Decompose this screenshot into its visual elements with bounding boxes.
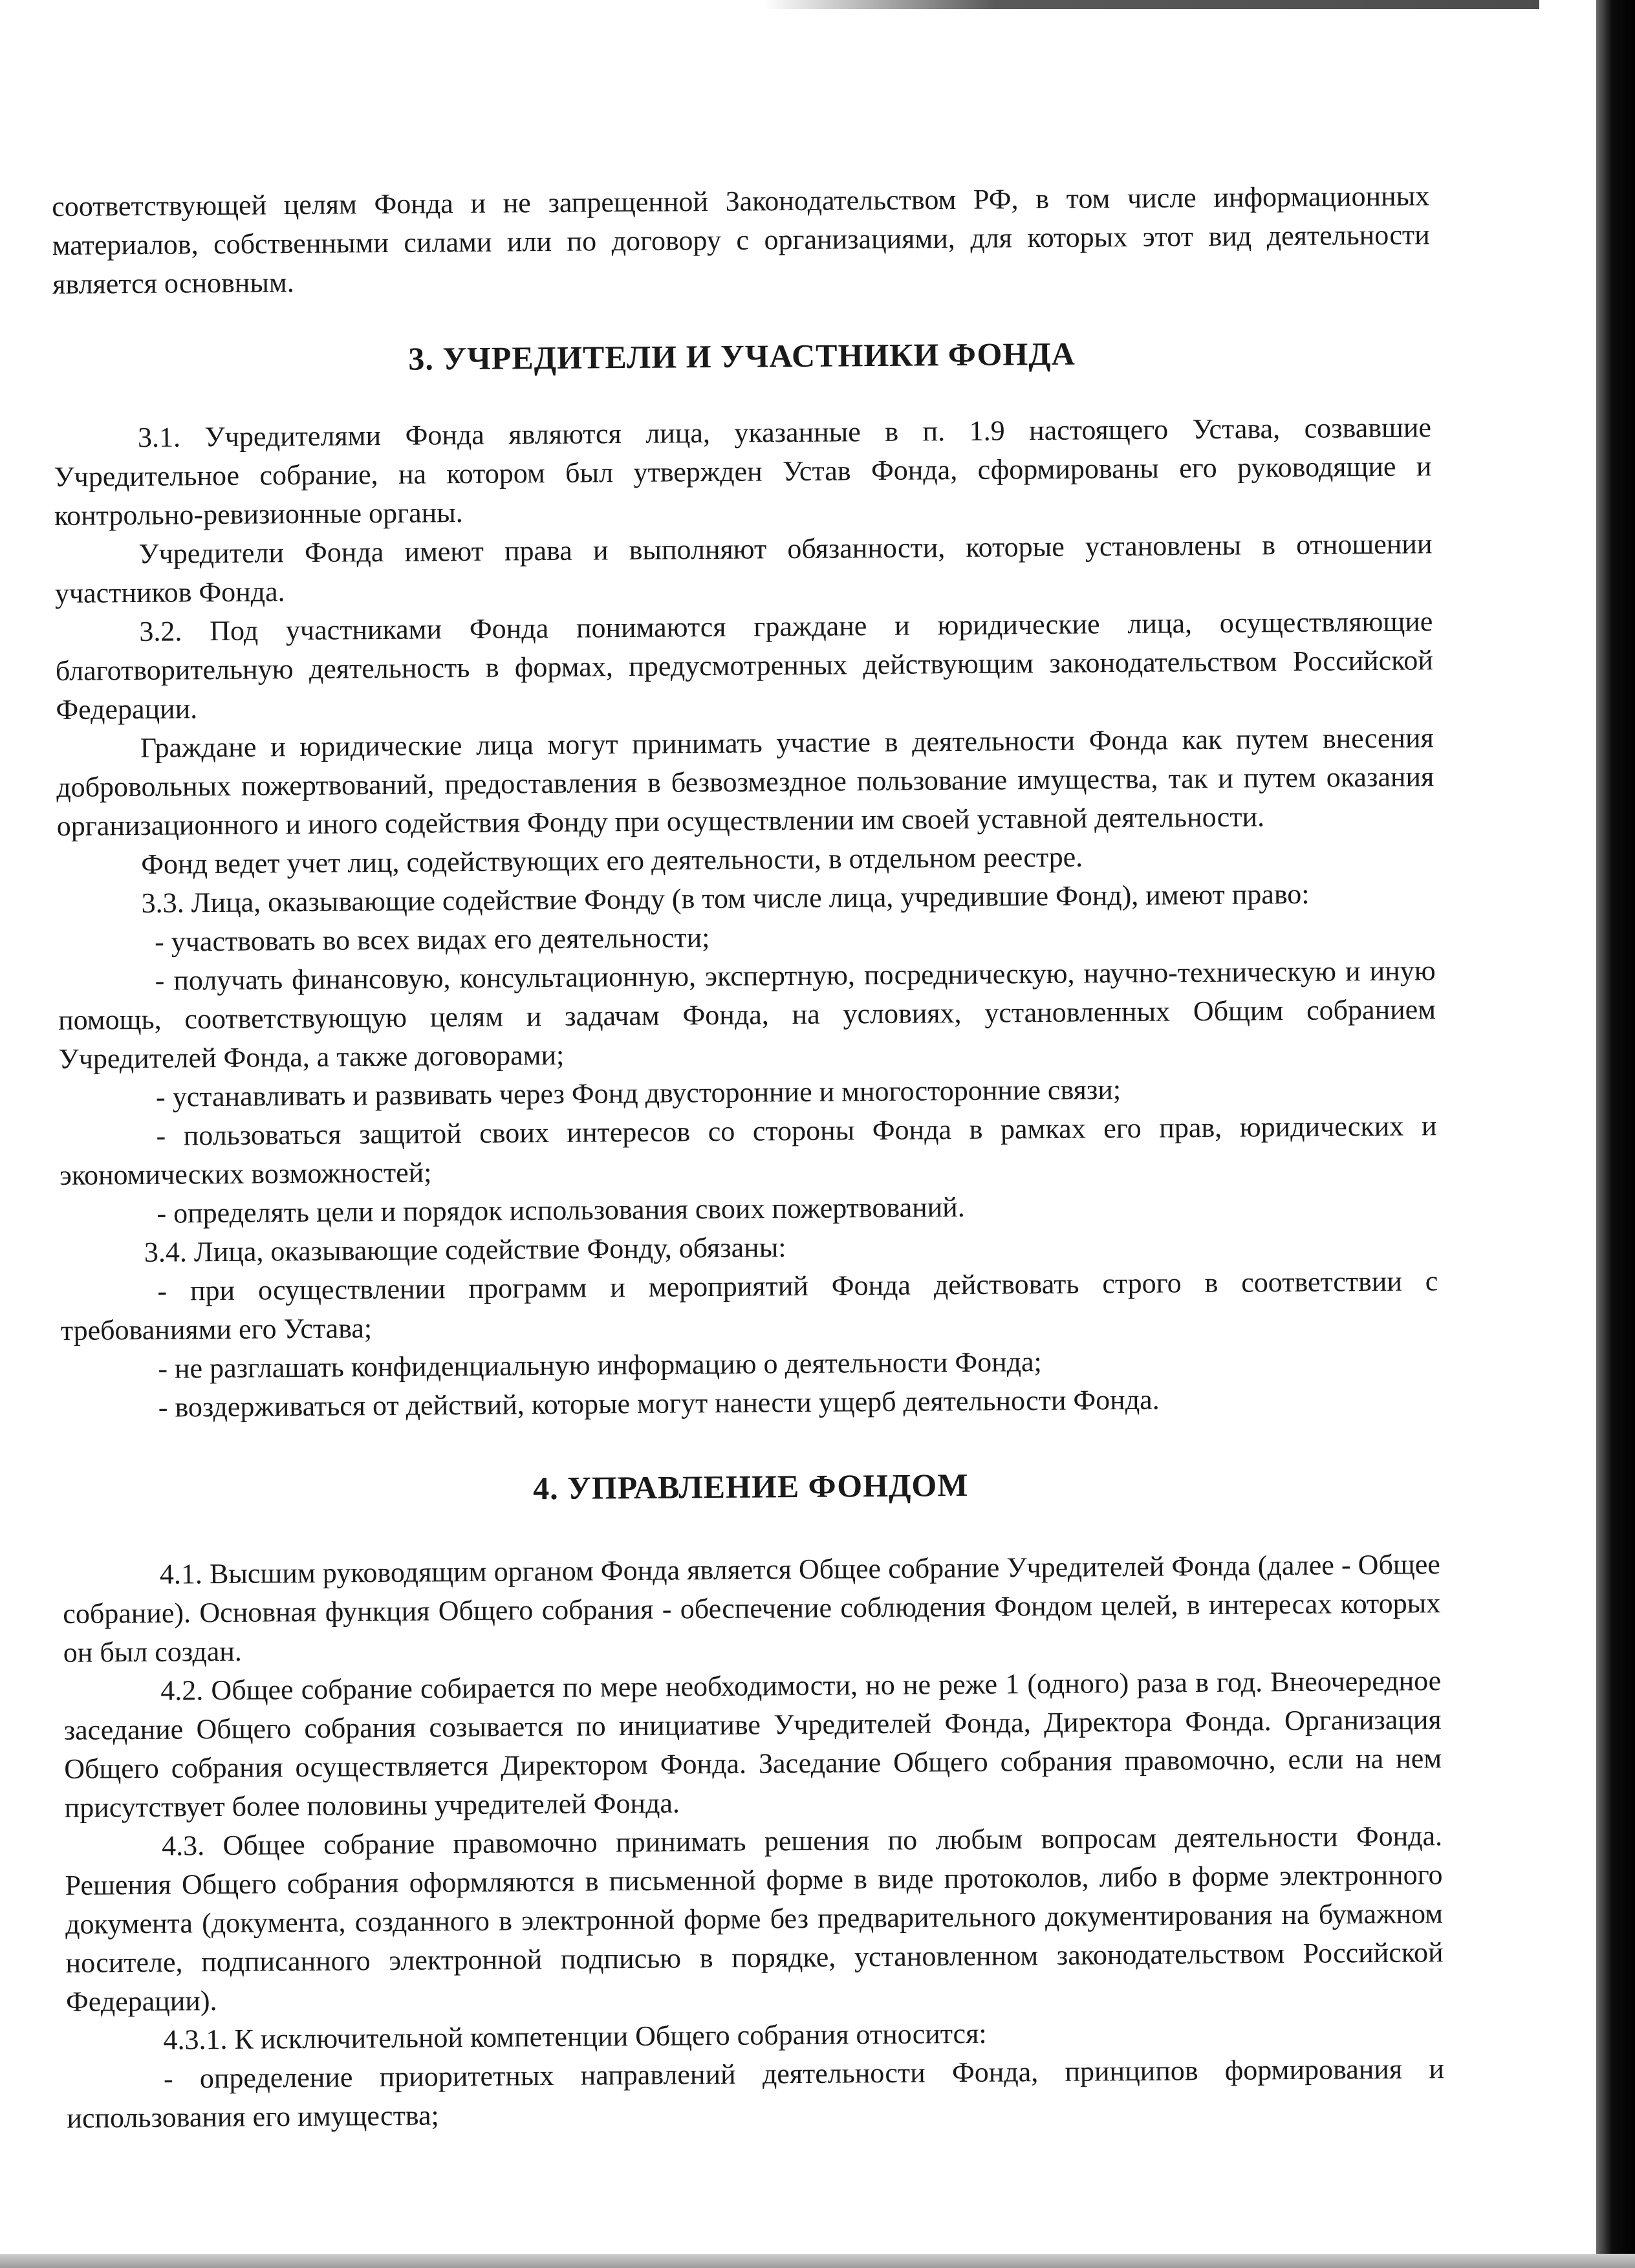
paragraph-4-2: 4.2. Общее собрание собирается по мере необходимости, но не реже 1 (одного) раза в год. Внеочередное заседание Общего собрания созывается по инициативе Учредителей Фонда, Директора Фонда. Организация Общего собрания осуществляется Директором Фонда. Заседание Общего собрания правомочно, если на нем присутствует более половины учредителей Фонда.	[63, 1665, 1442, 1824]
document-page	[52, 177, 1445, 2138]
paragraph-3-4: 3.4. Лица, оказывающие содействие Фонду, обязаны:	[144, 1231, 786, 1268]
rights-item: - участвовать во всех видах его деятельности;	[154, 922, 710, 958]
paragraph-4-3: 4.3. Общее собрание правомочно принимать решения по любым вопросам деятельности Фонда. Решения Общего собрания оформляются в письменной форме в виде протоколов, либо в форме электронного документа (документа, созданного в электронной форме без предварительного документирования на бумажном носителе, подписанного электронной подписью в порядке, установленном законодательством Российской Федерации).	[65, 1820, 1444, 2018]
duties-item: - при осуществлении программ и мероприятий Фонда действовать строго в соответствии с требованиями его Устава;	[60, 1265, 1438, 1346]
rights-item: - пользоваться защитой своих интересов со стороны Фонда в рамках его прав, юридических и экономических возможностей;	[59, 1110, 1437, 1191]
paragraph-4-1: 4.1. Высшим руководящим органом Фонда является Общее собрание Учредителей Фонда (далее - Общее собрание). Основная функция Общего собрания - обеспечение соблюдения Фондом целей, в интересах которых он был создан.	[63, 1548, 1441, 1669]
rights-item: - устанавливать и развивать через Фонд двусторонние и многосторонние связи;	[155, 1074, 1121, 1113]
paragraph-3-2: 3.2. Под участниками Фонда понимаются граждане и юридические лица, осуществляющие благотворительную деятельность в формах, предусмотренных действующим законодательством Российской Федерации.	[55, 605, 1433, 726]
scan-top-mark	[763, 0, 1539, 9]
paragraph-3-3: 3.3. Лица, оказывающие содействие Фонду (в том числе лица, учредившие Фонд), имеют право:	[141, 878, 1310, 919]
paragraph-3-1: 3.1. Учредителями Фонда являются лица, указанные в п. 1.9 настоящего Устава, созвавшие Учредительное собрание, на котором был утвержден Устав Фонда, сформированы его руководящие и контрольно-ревизионные органы.	[54, 411, 1432, 532]
competence-item: - определение приоритетных направлений деятельности Фонда, принципов формирования и использования его имущества;	[67, 2053, 1445, 2134]
scan-bottom-edge	[0, 2254, 1635, 2268]
rights-item: - определять цели и порядок использования своих пожертвований.	[157, 1191, 965, 1229]
duties-item: - воздерживаться от действий, которые могут нанести ущерб деятельности Фонда.	[158, 1383, 1160, 1423]
scan-right-edge	[1596, 0, 1635, 2268]
paragraph-3-2-b: Граждане и юридические лица могут принимать участие в деятельности Фонда как путем внесения добровольных пожертвований, предоставления в безвозмездное пользование имущества, так и путем оказания организационного и иного содействия Фонду при осуществлении им своей уставной деятельности.	[56, 722, 1435, 842]
paragraph-4-3-1: 4.3.1. К исключительной компетенции Общего собрания относится:	[163, 2017, 987, 2056]
section-4-heading: 4. УПРАВЛЕНИЕ ФОНДОМ	[532, 1466, 969, 1507]
section-3-heading: 3. УЧРЕДИТЕЛИ И УЧАСТНИКИ ФОНДА	[408, 335, 1076, 377]
duties-item: - не разглашать конфиденциальную информацию о деятельности Фонда;	[158, 1346, 1042, 1385]
intro-paragraph: соответствующей целям Фонда и не запрещенной Законодательством РФ, в том числе информационных материалов, собственными силами или по договору с организациями, для которых этот вид деятельности является основным.	[52, 180, 1430, 300]
paragraph-3-1-b: Учредители Фонда имеют права и выполняют обязанности, которые установлены в отношении участников Фонда.	[54, 528, 1433, 609]
rights-item: - получать финансовую, консультационную, экспертную, посредническую, научно-техническую и иную помощь, соответствующую целям и задачам Фонда, на условиях, установленных Общим собранием Учредителей Фонда, а также договорами;	[58, 955, 1436, 1075]
paragraph-3-2-c: Фонд ведет учет лиц, содействующих его деятельности, в отдельном реестре.	[141, 841, 1083, 880]
